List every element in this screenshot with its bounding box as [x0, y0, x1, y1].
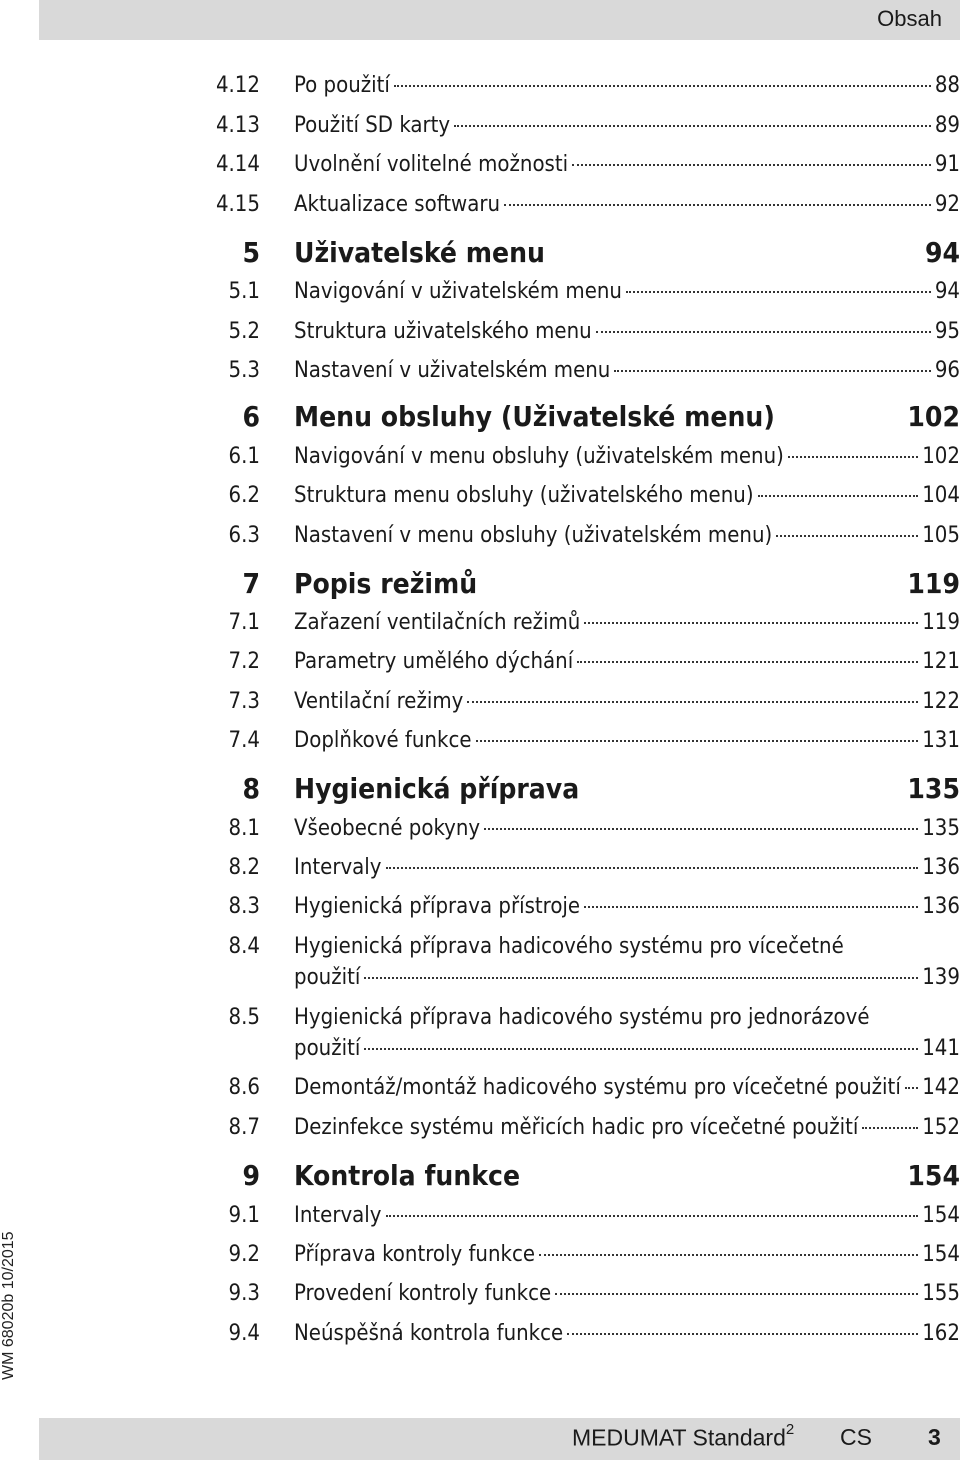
toc-title: Doplňkové funkce	[294, 728, 472, 753]
footer-language: CS	[840, 1424, 872, 1450]
toc-title: Příprava kontroly funkce	[294, 1242, 536, 1267]
toc-dot-leader	[596, 331, 931, 333]
toc-dot-leader	[788, 456, 918, 458]
footer-product-name	[572, 1421, 795, 1452]
toc-title: Všeobecné pokyny	[294, 816, 481, 841]
toc-page-number: 154	[922, 1242, 960, 1267]
toc-section-number: 8.5	[228, 1005, 260, 1030]
toc-dot-leader	[476, 740, 919, 742]
toc-page-number: 131	[922, 728, 960, 753]
toc-section-number: 7.3	[228, 689, 260, 714]
toc-section-number: 6.2	[228, 483, 260, 508]
toc-section-number: 9.2	[228, 1242, 260, 1267]
toc-title-block	[294, 1320, 960, 1348]
toc-section-number: 6	[242, 400, 260, 433]
toc-section-number: 4.13	[215, 113, 260, 138]
toc-dot-leader	[567, 1333, 918, 1335]
toc-title-block	[294, 191, 960, 219]
toc-section-number: 5.2	[228, 319, 260, 344]
toc-page-number: 88	[934, 73, 960, 98]
toc-section-number: 8.4	[228, 934, 260, 959]
toc-dot-leader	[386, 1215, 919, 1217]
product-name: MEDUMAT Standard	[572, 1424, 786, 1451]
toc-title-block	[294, 1114, 960, 1142]
footer-bar	[39, 1418, 960, 1460]
toc-title: Hygienická příprava přístroje	[294, 894, 581, 919]
toc-title-block	[294, 609, 960, 637]
toc-title: Po použití	[294, 73, 390, 98]
toc-section-number: 8.7	[228, 1115, 260, 1140]
toc-section-number: 5.3	[228, 358, 260, 383]
toc-section-number: 9.4	[228, 1321, 260, 1346]
toc-page-number: 89	[934, 113, 960, 138]
toc-title-block	[294, 893, 960, 921]
toc-title: Menu obsluhy (Uživatelské menu)	[294, 400, 775, 433]
toc-dot-leader	[776, 535, 918, 537]
toc-title: Navigování v menu obsluhy (uživatelském menu)	[294, 444, 784, 469]
toc-page-number: 154	[922, 1203, 960, 1228]
toc-dot-leader	[626, 291, 931, 293]
toc-title: Uživatelské menu	[294, 236, 545, 269]
toc-title-block	[294, 400, 960, 434]
toc-title-block	[294, 482, 960, 510]
toc-page-number: 91	[934, 152, 960, 177]
toc-dot-leader	[577, 661, 918, 663]
toc-title-block	[294, 522, 960, 550]
toc-section-number: 9.1	[228, 1203, 260, 1228]
toc-page-number: 96	[934, 358, 960, 383]
page-header-title: Obsah	[877, 6, 942, 31]
toc-page-number: 142	[922, 1075, 960, 1100]
toc-title: Struktura menu obsluhy (uživatelského menu)	[294, 483, 754, 508]
toc-dot-leader	[394, 85, 931, 87]
toc-title: Nastavení v menu obsluhy (uživatelském menu)	[294, 523, 773, 548]
toc-page-number: 119	[922, 610, 960, 635]
toc-title-block	[294, 1074, 960, 1102]
toc-dot-leader	[364, 1048, 918, 1050]
toc-title-block	[294, 318, 960, 346]
toc-dot-leader	[614, 370, 930, 372]
toc-dot-leader	[364, 977, 918, 979]
toc-section-number: 4.15	[215, 192, 260, 217]
toc-section-number: 4.12	[215, 73, 260, 98]
toc-page-number: 122	[922, 689, 960, 714]
toc-section-number: 4.14	[215, 152, 260, 177]
toc-title: Struktura uživatelského menu	[294, 319, 592, 344]
toc-section-number: 7.2	[228, 649, 260, 674]
toc-page-number: 92	[934, 192, 960, 217]
toc-title: Parametry umělého dýchání	[294, 649, 574, 674]
toc-page-number: 104	[922, 483, 960, 508]
toc-title: Kontrola funkce	[294, 1159, 521, 1192]
toc-dot-leader	[454, 125, 931, 127]
toc-section-number: 8	[242, 772, 260, 805]
toc-title: Popis režimů	[294, 567, 478, 600]
toc-title-block	[294, 278, 960, 306]
toc-title: Aktualizace softwaru	[294, 192, 501, 217]
toc-page-number: 105	[922, 523, 960, 548]
toc-page-number: 136	[922, 855, 960, 880]
toc-title: Demontáž/montáž hadicového systému pro vícečetné použití	[294, 1075, 901, 1100]
toc-page-number: 135	[922, 816, 960, 841]
toc-page-number: 152	[922, 1115, 960, 1140]
toc-title-block	[294, 443, 960, 471]
toc-title: Použití SD karty	[294, 113, 451, 138]
toc-page-number: 94	[934, 279, 960, 304]
toc-title: Hygienická příprava	[294, 772, 580, 805]
toc-title-continuation: použití	[294, 1036, 361, 1061]
toc-title-line: Hygienická příprava hadicového systému pro vícečetné	[294, 934, 844, 959]
toc-title-block	[294, 567, 960, 601]
toc-section-number: 6.1	[228, 444, 260, 469]
toc-section-number: 8.1	[228, 816, 260, 841]
toc-dot-leader	[572, 164, 931, 166]
toc-page-number: 141	[922, 1036, 960, 1061]
toc-title: Ventilační režimy	[294, 689, 464, 714]
toc-title-block	[294, 1280, 960, 1308]
toc-section-number: 8.3	[228, 894, 260, 919]
toc-title-block	[294, 1004, 960, 1063]
toc-title: Zařazení ventilačních režimů	[294, 610, 581, 635]
product-superscript: 2	[785, 1421, 795, 1438]
toc-page-number: 94	[924, 236, 960, 269]
toc-dot-leader	[386, 867, 919, 869]
toc-title-block	[294, 854, 960, 882]
toc-section-number: 7.1	[228, 610, 260, 635]
toc-page-number: 139	[922, 965, 960, 990]
toc-title: Neúspěšná kontrola funkce	[294, 1321, 564, 1346]
toc-title: Dezinfekce systému měřicích hadic pro vícečetné použití	[294, 1115, 859, 1140]
toc-dot-leader	[862, 1127, 918, 1129]
toc-page-number: 102	[922, 444, 960, 469]
toc-dot-leader	[484, 828, 918, 830]
toc-dot-leader	[584, 622, 918, 624]
toc-title-block	[294, 1241, 960, 1269]
toc-page-number: 121	[922, 649, 960, 674]
toc-title-line: Hygienická příprava hadicového systému pro jednorázové	[294, 1005, 870, 1030]
toc-dot-leader	[539, 1254, 918, 1256]
toc-section-number: 5.1	[228, 279, 260, 304]
toc-page-number: 119	[907, 567, 960, 600]
document-code: WM 68020b 10/2015	[0, 1231, 17, 1380]
toc-title-block	[294, 236, 960, 270]
toc-page-number: 155	[922, 1281, 960, 1306]
toc-title-block	[294, 688, 960, 716]
toc-title: Provedení kontroly funkce	[294, 1281, 552, 1306]
toc-section-number: 9.3	[228, 1281, 260, 1306]
toc-section-number: 5	[242, 236, 260, 269]
toc-title: Navigování v uživatelském menu	[294, 279, 622, 304]
toc-page-number: 162	[922, 1321, 960, 1346]
toc-section-number: 6.3	[228, 523, 260, 548]
toc-dot-leader	[758, 495, 919, 497]
header-bar	[39, 0, 960, 40]
toc-title-block	[294, 1159, 960, 1193]
toc-section-number: 8.2	[228, 855, 260, 880]
toc-title: Uvolnění volitelné možnosti	[294, 152, 569, 177]
toc-title: Intervaly	[294, 1203, 382, 1228]
toc-dot-leader	[504, 204, 931, 206]
toc-title-block	[294, 772, 960, 806]
toc-title-continuation: použití	[294, 965, 361, 990]
toc-page-number: 135	[907, 772, 960, 805]
toc-title-block	[294, 151, 960, 179]
toc-dot-leader	[905, 1087, 918, 1089]
toc-dot-leader	[584, 906, 918, 908]
toc-page-number: 102	[907, 400, 960, 433]
toc-title-block	[294, 112, 960, 140]
toc-title-block	[294, 727, 960, 755]
toc-title-block	[294, 648, 960, 676]
toc-section-number: 7	[242, 567, 260, 600]
toc-title-block	[294, 1202, 960, 1230]
toc-page-number: 95	[934, 319, 960, 344]
toc-section-number: 8.6	[228, 1075, 260, 1100]
toc-title: Intervaly	[294, 855, 382, 880]
toc-section-number: 7.4	[228, 728, 260, 753]
footer-page-number: 3	[928, 1424, 941, 1450]
toc-title-block	[294, 357, 960, 385]
toc-section-number: 9	[242, 1159, 260, 1192]
toc-dot-leader	[555, 1293, 918, 1295]
toc-page-number: 154	[907, 1159, 960, 1192]
toc-title-block	[294, 72, 960, 100]
toc-title: Nastavení v uživatelském menu	[294, 358, 611, 383]
toc-title-block	[294, 933, 960, 992]
toc-page-number: 136	[922, 894, 960, 919]
toc-dot-leader	[467, 701, 918, 703]
toc-title-block	[294, 815, 960, 843]
